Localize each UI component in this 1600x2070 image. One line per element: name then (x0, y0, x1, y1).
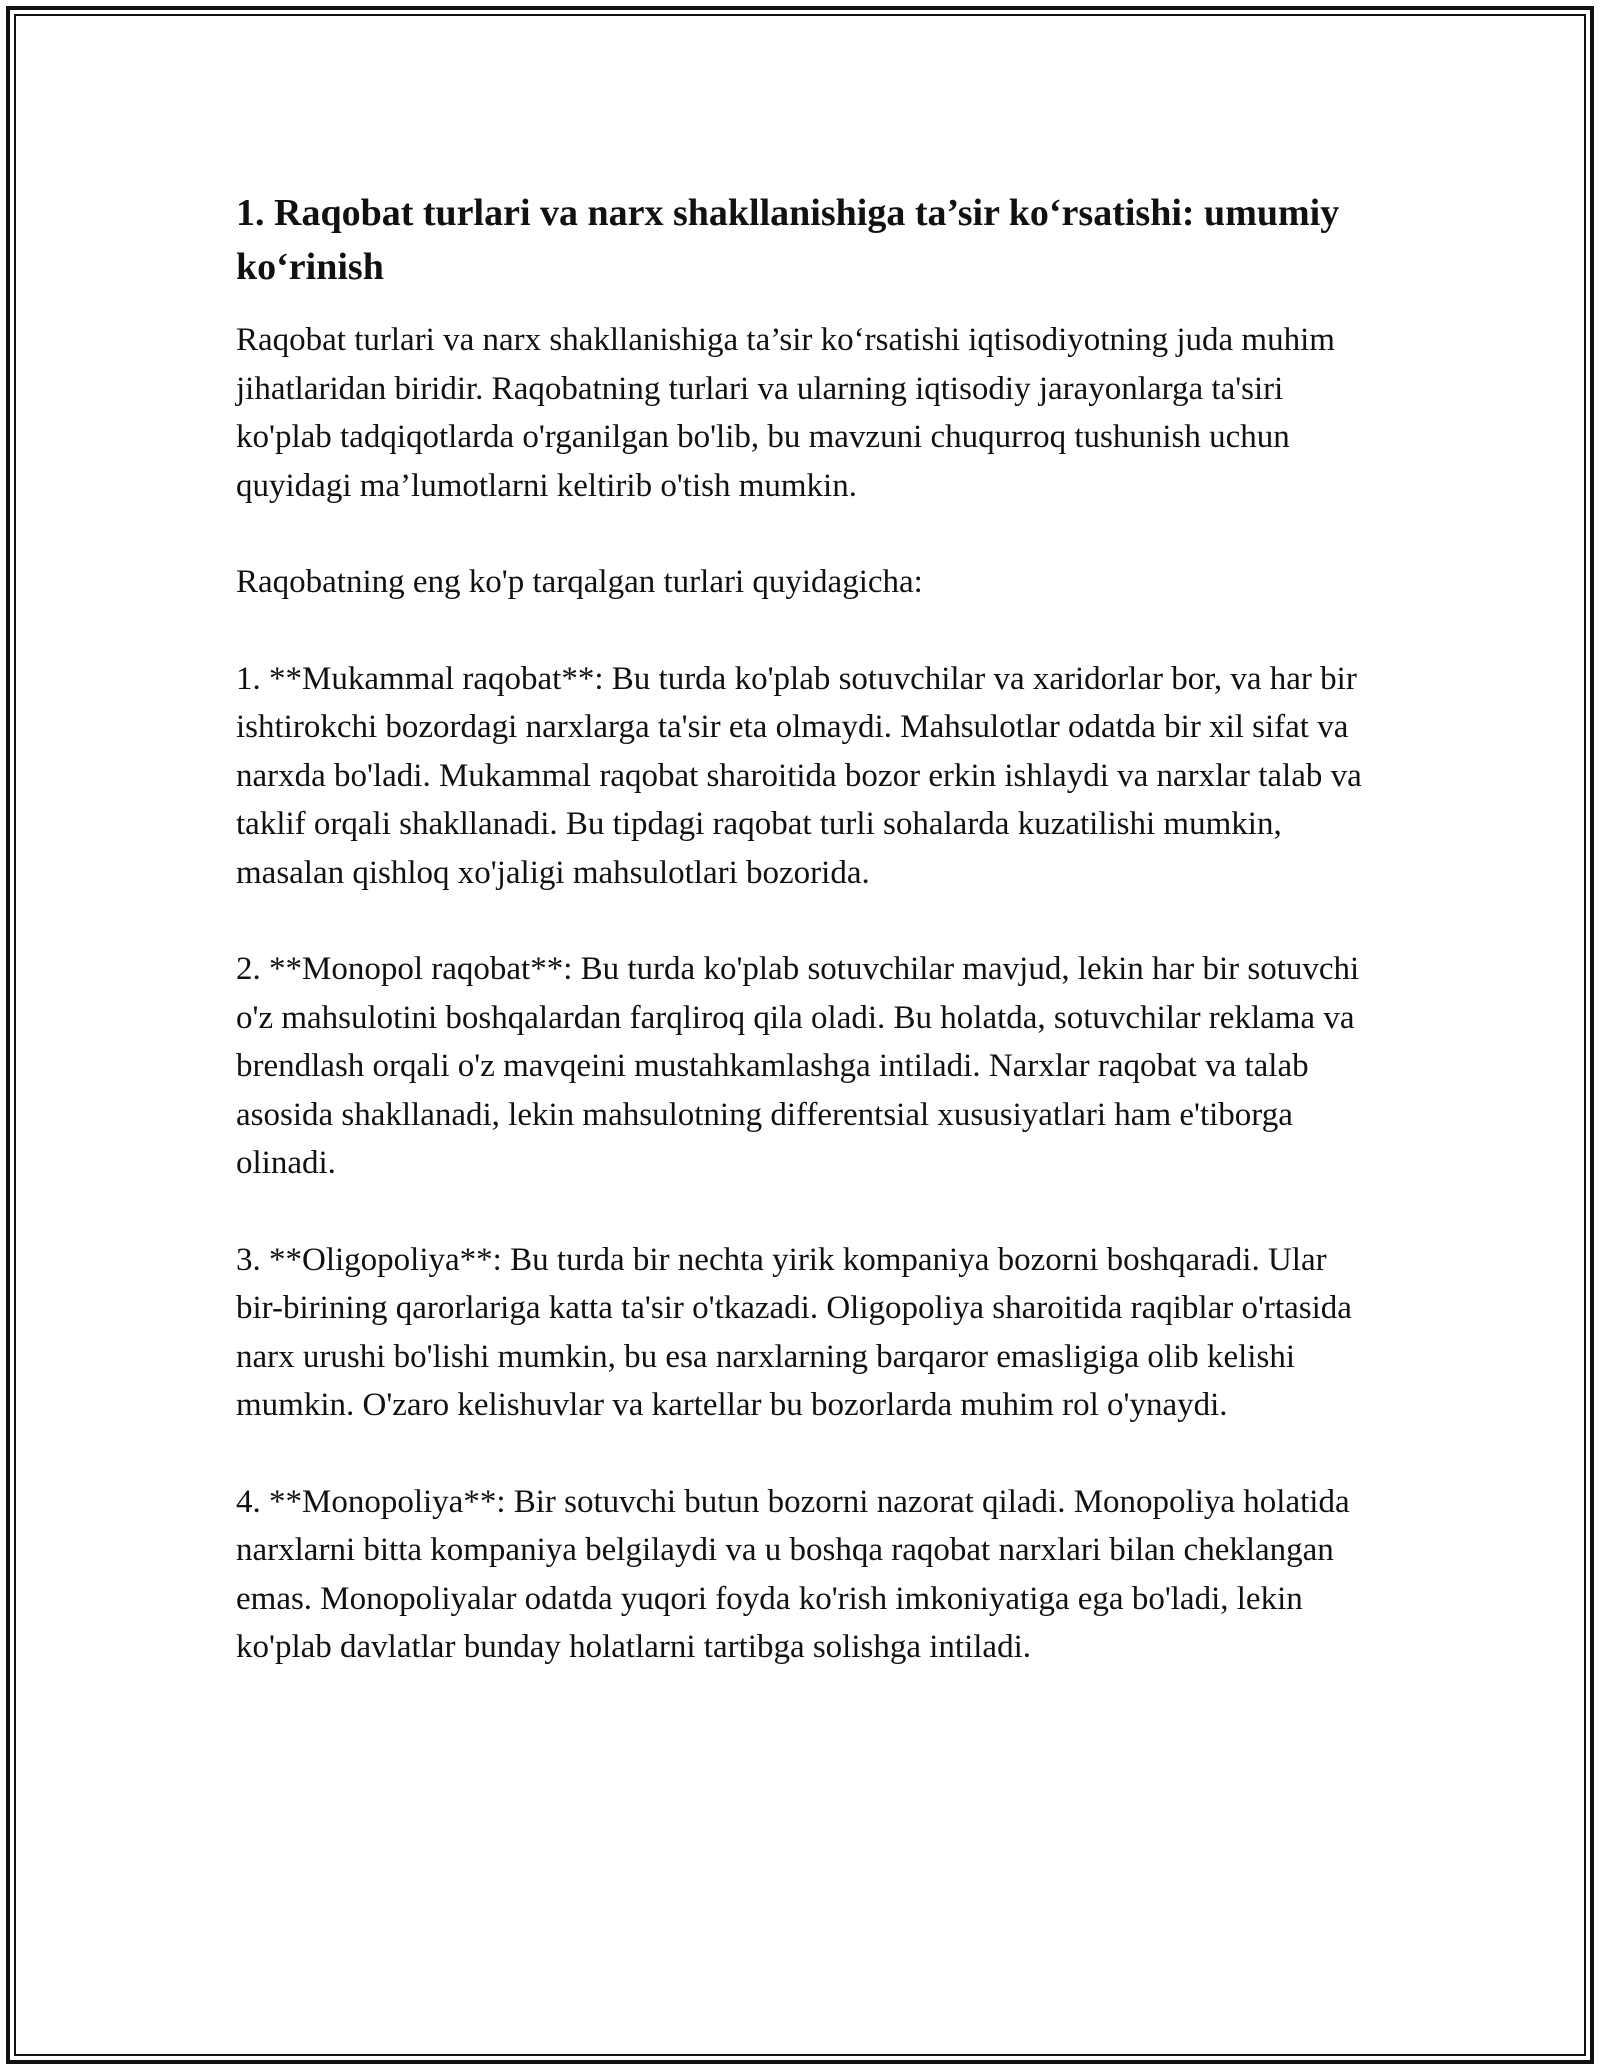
list-item-monopol-raqobat: 2. **Monopol raqobat**: Bu turda ko'plab sotuvchilar mavjud, lekin har bir sotuvchi o'z mahsulotini boshqalardan farqliroq qila oladi. Bu holatda, sotuvchilar reklama va brendlash orqali o'z mavqeini mustahkamlashga intiladi. Narxlar raqobat va talab asosida shakllanadi, lekin mahsulotning differentsial xususiyatlari ham e'tiborga olinadi. (236, 951, 1360, 1181)
list-item-mukammal-raqobat: 1. **Mukammal raqobat**: Bu turda ko'plab sotuvchilar va xaridorlar bor, va har bir ishtirokchi bozordagi narxlarga ta'sir eta olmaydi. Mahsulotlar odatda bir xil sifat va narxda bo'ladi. Mukammal raqobat sharoitida bozor erkin ishlaydi va narxlar talab va taklif orqali shakllanadi. Bu tipdagi raqobat turli sohalarda kuzatilishi mumkin, masalan qishloq xo'jaligi mahsulotlari bozorida. (236, 660, 1362, 891)
intro-paragraph: Raqobat turlari va narx shakllanishiga ta’sir ko‘rsatishi iqtisodiyotning juda muhim jihatlaridan biridir. Raqobatning turlari va ularning iqtisodiy jarayonlarga ta'siri ko'plab tadqiqotlarda o'rganilgan bo'lib, bu mavzuni chuqurroq tushunish uchun quyidagi ma’lumotlarni keltirib o'tish mumkin. (236, 322, 1335, 504)
list-item-oligopoliya: 3. **Oligopoliya**: Bu turda bir nechta yirik kompaniya bozorni boshqaradi. Ular bir-birining qarorlariga katta ta'sir o'tkazadi. Oligopoliya sharoitida raqiblar o'rtasida narx urushi bo'lishi mumkin, bu esa narxlarning barqaror emasligiga olib kelishi mumkin. O'zaro kelishuvlar va kartellar bu bozorlarda muhim rol o'ynaydi. (236, 1241, 1352, 1423)
list-lead-paragraph: Raqobatning eng ko'p tarqalgan turlari quyidagicha: (236, 564, 923, 600)
document-body (236, 186, 1376, 1720)
document-title: 1. Raqobat turlari va narx shakllanishiga ta’sir ko‘rsatishi: umumiy ko‘rinish (236, 192, 1340, 288)
list-item-monopoliya: 4. **Monopoliya**: Bir sotuvchi butun bozorni nazorat qiladi. Monopoliya holatida narxlarni bitta kompaniya belgilaydi va u boshqa raqobat narxlari bilan cheklangan emas. Monopoliyalar odatda yuqori foyda ko'rish imkoniyatiga ega bo'ladi, lekin ko'plab davlatlar bunday holatlarni tartibga solishga intiladi. (236, 1483, 1350, 1665)
